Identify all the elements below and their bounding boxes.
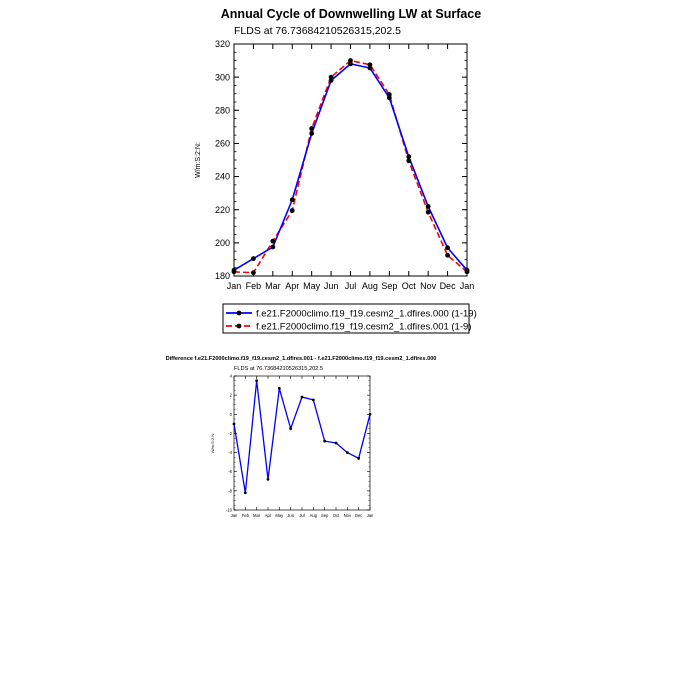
x-tick-label: May — [275, 513, 284, 518]
data-point — [290, 197, 295, 202]
x-tick-label: Feb — [245, 281, 262, 291]
data-point — [426, 204, 431, 209]
y-tick-label: 240 — [214, 171, 230, 182]
x-tick-label: Jan — [459, 281, 475, 291]
x-tick-label: Dec — [439, 281, 456, 291]
diff-chart-title: Difference f.e21.F2000climo.f19_f19.cesm2_1.dfires.001 - f.e21.F2000climo.f19_f19.cesm2_1.dfires.000 — [165, 356, 437, 362]
diff-chart-subtitle: FLDS at 76.73684210526315,202.5 — [234, 366, 323, 372]
data-point — [426, 210, 431, 215]
data-point — [301, 396, 304, 399]
x-tick-label: Oct — [401, 281, 416, 291]
y-tick-label: -8 — [228, 488, 232, 494]
data-point — [270, 245, 275, 250]
data-point — [278, 387, 281, 390]
y-tick-label: 300 — [214, 72, 230, 83]
data-point — [335, 442, 338, 445]
data-point — [346, 451, 349, 454]
diff-y-axis-label: W/m:S:2:N: — [210, 432, 215, 454]
legend-marker — [237, 324, 242, 329]
main-chart-subtitle: FLDS at 76.73684210526315,202.5 — [234, 25, 401, 37]
y-tick-label: 200 — [214, 238, 230, 249]
x-tick-label: Dec — [354, 513, 363, 518]
data-point — [445, 245, 450, 250]
data-point — [323, 440, 326, 443]
data-point — [232, 269, 237, 274]
x-tick-label: Jul — [299, 513, 305, 518]
y-tick-label: -4 — [228, 450, 232, 456]
x-tick-label: Apr — [264, 513, 272, 518]
legend-label: f.e21.F2000climo.f19_f19.cesm2_1.dfires.000 (1-19) — [256, 308, 477, 320]
y-tick-label: -2 — [228, 430, 232, 436]
x-tick-label: May — [303, 281, 321, 291]
y-tick-label: 320 — [214, 39, 230, 50]
y-tick-label: 260 — [214, 138, 230, 149]
x-tick-label: Jun — [287, 513, 295, 518]
y-tick-label: 280 — [214, 105, 230, 116]
data-point — [289, 427, 292, 430]
legend-label: f.e21.F2000climo.f19_f19.cesm2_1.dfires.001 (1-9) — [256, 321, 472, 333]
data-point — [387, 92, 392, 97]
main-chart-title: Annual Cycle of Downwelling LW at Surface — [220, 7, 482, 21]
y-tick-label: 0 — [229, 411, 232, 417]
x-tick-label: Jan — [226, 281, 242, 291]
x-tick-label: Aug — [309, 513, 318, 518]
data-point — [357, 457, 360, 460]
data-point — [251, 270, 256, 275]
x-tick-label: Sep — [381, 281, 398, 291]
diff-axis-ticks — [226, 373, 374, 518]
x-tick-label: Aug — [361, 281, 378, 291]
main-chart — [195, 7, 481, 333]
x-tick-label: Jan — [366, 513, 374, 518]
data-point — [406, 158, 411, 163]
x-tick-label: Mar — [253, 513, 261, 518]
y-tick-label: -10 — [225, 507, 232, 513]
data-point — [369, 413, 372, 416]
data-point — [309, 126, 314, 131]
x-tick-label: Nov — [420, 281, 437, 291]
x-tick-label: Oct — [332, 513, 340, 518]
main-series-group — [232, 58, 470, 275]
x-tick-label: Sep — [320, 513, 329, 518]
x-tick-label: Jul — [344, 281, 357, 291]
data-point — [309, 131, 314, 136]
diff-series-group — [233, 379, 372, 494]
y-tick-label: 220 — [214, 204, 230, 215]
data-point — [368, 62, 373, 67]
data-point — [267, 478, 270, 481]
data-point — [445, 253, 450, 258]
data-point — [251, 256, 256, 261]
x-tick-label: Jan — [230, 513, 238, 518]
legend-marker — [237, 311, 242, 316]
main-y-axis-label: W/m:S:2:N: — [195, 142, 202, 178]
series-line — [234, 61, 467, 273]
x-tick-label: Jun — [323, 281, 339, 291]
x-tick-label: Mar — [265, 281, 281, 291]
data-point — [465, 269, 470, 274]
data-point — [312, 399, 315, 402]
data-point — [406, 154, 411, 159]
main-plot-frame — [234, 44, 467, 276]
data-point — [290, 208, 295, 213]
x-tick-label: Nov — [343, 513, 352, 518]
x-tick-label: Apr — [285, 281, 300, 291]
data-point — [348, 58, 353, 63]
y-tick-label: -6 — [228, 469, 232, 475]
y-tick-label: 180 — [214, 271, 230, 282]
difference-chart — [166, 356, 437, 518]
data-point — [329, 75, 334, 80]
main-axis-ticks — [215, 39, 474, 291]
y-tick-label: 4 — [229, 373, 232, 379]
x-tick-label: Feb — [241, 513, 249, 518]
data-point — [244, 491, 247, 494]
data-point — [233, 422, 236, 425]
data-point — [270, 239, 275, 244]
series-line — [234, 64, 467, 270]
data-point — [255, 379, 258, 382]
y-tick-label: 2 — [229, 392, 232, 398]
